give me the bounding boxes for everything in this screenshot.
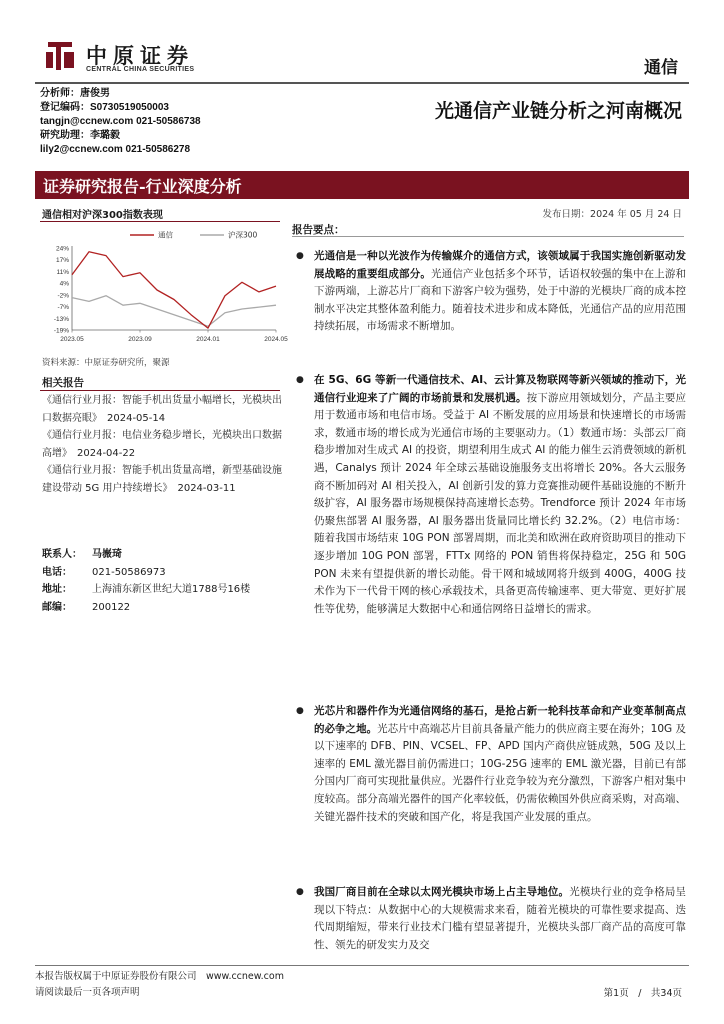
- chart-source: 资料来源：中原证券研究所，聚源: [42, 358, 170, 368]
- y-tick-label: 4%: [59, 280, 69, 288]
- analyst-registration: 登记编码：S0730519050003: [40, 102, 169, 113]
- key-point-bold: 在 5G、6G 等新一代通信技术、AI、云计算及物联网等新兴领域的推动下，光通信行业迎来了广阔的市场前景和发展机遇。: [314, 374, 686, 404]
- key-point-1: [296, 248, 686, 360]
- contact-zip-row: [42, 599, 287, 617]
- related-report-item[interactable]: 《通信行业月报：电信业务稳步增长，光模块出口数据高增》 2024-04-22: [42, 430, 282, 459]
- publish-date: 发布日期：2024 年 05 月 24 日: [542, 209, 682, 220]
- related-reports-list: [42, 392, 282, 497]
- header-divider: [35, 82, 689, 84]
- contact-address-label: 地址：: [42, 584, 72, 595]
- analyst-name: 分析师：唐俊男: [40, 88, 110, 99]
- key-point-body: 光通信产业包括多个环节，话语权较强的集中在上游和下游两端，上游芯片厂商和下游客户较为强势，处于中游的光模块厂商的成本控制水平决定其整体盈利能力。随着技术进步和成本降低，光通信产品的应用范围持续拓展，市场需求不断增加。: [314, 267, 687, 333]
- industry-label: 通信: [644, 58, 678, 78]
- contact-address-value: 上海浦东新区世纪大道1788号16楼: [92, 584, 251, 595]
- key-point-body: 光模块行业的竞争格局呈现以下特点：从数据中心的大规模需求来看，随着光模块的可靠性要求提高、迭代周期缩短，带来行业技术门槛有望显著提升，光模块头部厂商产品的高度可靠性、领先的研发实力及交: [314, 886, 687, 951]
- legend-label: 通信: [158, 230, 173, 240]
- analyst-info: [40, 87, 201, 157]
- related-report-item[interactable]: 《通信行业月报：智能手机出货量高增，新型基础设施建设带动 5G 用户持续增长》 2024-03-11: [42, 465, 282, 494]
- key-point-4: [296, 884, 686, 960]
- page-number: 第1页 / 共34页: [603, 988, 682, 999]
- company-logo: [42, 38, 227, 78]
- contact-person-row: [42, 546, 287, 564]
- key-point-text: [314, 884, 686, 954]
- bullet-icon: ●: [296, 251, 304, 261]
- report-type-banner: [35, 171, 689, 199]
- key-point-body: 光芯片中高端芯片目前具备量产能力的供应商主要在海外；10G 及以下速率的 DFB、PIN、VCSEL、FP、APD 国内产商供应链成熟，50G 及以上速率的 EML 激光器目前仍需进口；10G-25G 速率的 EML 激光器，目前已有部分国内厂商可实现批量供应。光器件行业竞争较为充分激烈，下游客户相对集中度较高。部分高端光器件的国产化率较低，仍需依赖国外供应商采购，对高端、关键光器件技术的突破和国产化，将是我国产业发展的重点。: [314, 722, 686, 823]
- key-point-text: [314, 248, 686, 336]
- bullet-icon: ●: [296, 887, 304, 897]
- key-point-bold: 光芯片和器件作为光通信网络的基石，是抢占新一轮科技革命和产业变革制高点的必争之地。: [314, 705, 686, 735]
- research-assistant: 研究助理：李璐毅: [40, 130, 120, 141]
- y-tick-label: -7%: [57, 304, 69, 312]
- key-point-text: [314, 372, 686, 618]
- contact-block: [42, 546, 287, 616]
- key-points-divider: [292, 236, 684, 237]
- related-reports-heading: 相关报告: [42, 377, 84, 389]
- contact-phone-label: 电话：: [42, 566, 72, 578]
- y-tick-label: -19%: [53, 327, 69, 335]
- contact-zip-label: 邮编：: [42, 601, 72, 613]
- chart-title-divider: [40, 221, 280, 222]
- analyst-contact: tangjn@ccnew.com 021-50586738: [40, 116, 201, 127]
- x-tick-label: 2024.05: [264, 336, 288, 343]
- performance-chart: [40, 226, 288, 352]
- footer-notice: [35, 969, 284, 1001]
- report-type-text: 证券研究报告-行业深度分析: [43, 177, 242, 196]
- chart-title: 通信相对沪深300指数表现: [42, 210, 163, 221]
- key-point-3: [296, 703, 686, 875]
- contact-phone-row: [42, 564, 287, 582]
- contact-phone-value: 021-50586973: [92, 566, 166, 578]
- x-tick-label: 2023.09: [128, 336, 152, 343]
- key-point-text: [314, 703, 686, 826]
- series-line-telecom: [72, 252, 276, 328]
- logo-mark-icon: [42, 38, 78, 74]
- y-tick-label: -13%: [53, 315, 69, 323]
- key-point-bold: 我国厂商目前在全球以太网光模块市场上占主导地位。: [314, 886, 570, 898]
- y-tick-label: 11%: [56, 268, 69, 276]
- key-point-body: 按下游应用领域划分，产品主要应用于数通市场和电信市场。受益于 AI 不断发展的应用场景和快速增长的市场需求，数通市场的增长成为光通信市场的主要驱动力。（1）数通市场：头部云厂商稳步增加对生成式 AI 的投资，期望利用生成式 AI 的能力催生云消费领域的新机遇，Canalys 预计 2024 年全球云基础设施服务支出将增长 20%。各大云服务商不断加码对 AI 相关投入，AI 创新引发的算力竞赛推动硬件基础设施的不断升级扩容，AI 服务器市场规模保持高速增长态势。Trendforce 预计 2024 年市场仍聚焦部署 AI 服务器，AI 服务器出货量同比增长约 32.2%。（2）电信市场：随着我国市场结束 10G PON 部署周期，而北美和欧洲在政府资助项目的推动下逐步增加 10G PON 部署，FTTx 网络的 PON 销售将保持稳定，25G 和 50G PON 未来有望提供新的增长动能。骨干网和城域网将升级到 400G，400G 技术作为下一代骨干网的核心承载技术，具备更高传输速率、更大带宽、更好扩展性等优势，能够满足大数据中心和通信网络日益增长的需求。: [314, 391, 687, 615]
- related-reports-divider: [40, 390, 280, 391]
- footer-disclaimer-note: 请阅读最后一页各项声明: [35, 987, 140, 998]
- logo-chinese-text: 中原证券: [86, 43, 194, 68]
- contact-address-row: [42, 581, 287, 599]
- footer-copyright: 本报告版权属于中原证券股份有限公司 www.ccnew.com: [35, 971, 284, 982]
- contact-person-label: 联系人：: [42, 549, 82, 560]
- bullet-icon: ●: [296, 706, 304, 716]
- key-point-2: [296, 372, 686, 692]
- footer-divider: [35, 965, 689, 966]
- assistant-contact: lily2@ccnew.com 021-50586278: [40, 144, 191, 155]
- y-tick-label: 24%: [55, 245, 69, 253]
- y-tick-label: -2%: [57, 292, 69, 300]
- key-points-heading: 报告要点：: [292, 224, 345, 236]
- contact-zip-value: 200122: [92, 601, 131, 613]
- x-tick-label: 2023.05: [60, 336, 84, 343]
- y-tick-label: 17%: [55, 257, 69, 265]
- contact-person-value: 马嶶琦: [92, 549, 122, 560]
- bullet-icon: ●: [296, 375, 304, 385]
- report-title: 光通信产业链分析之河南概况: [434, 100, 682, 122]
- related-report-item[interactable]: 《通信行业月报：智能手机出货量小幅增长，光模块出口数据亮眼》 2024-05-14: [42, 395, 282, 424]
- key-point-bold: 光通信是一种以光波作为传输媒介的通信方式，该领域属于我国实施创新驱动发展战略的重要组成部分。: [314, 250, 686, 280]
- x-tick-label: 2024.01: [196, 336, 220, 343]
- legend-label: 沪深300: [228, 230, 258, 240]
- logo-english-text: CENTRAL CHINA SECURITIES: [86, 66, 195, 73]
